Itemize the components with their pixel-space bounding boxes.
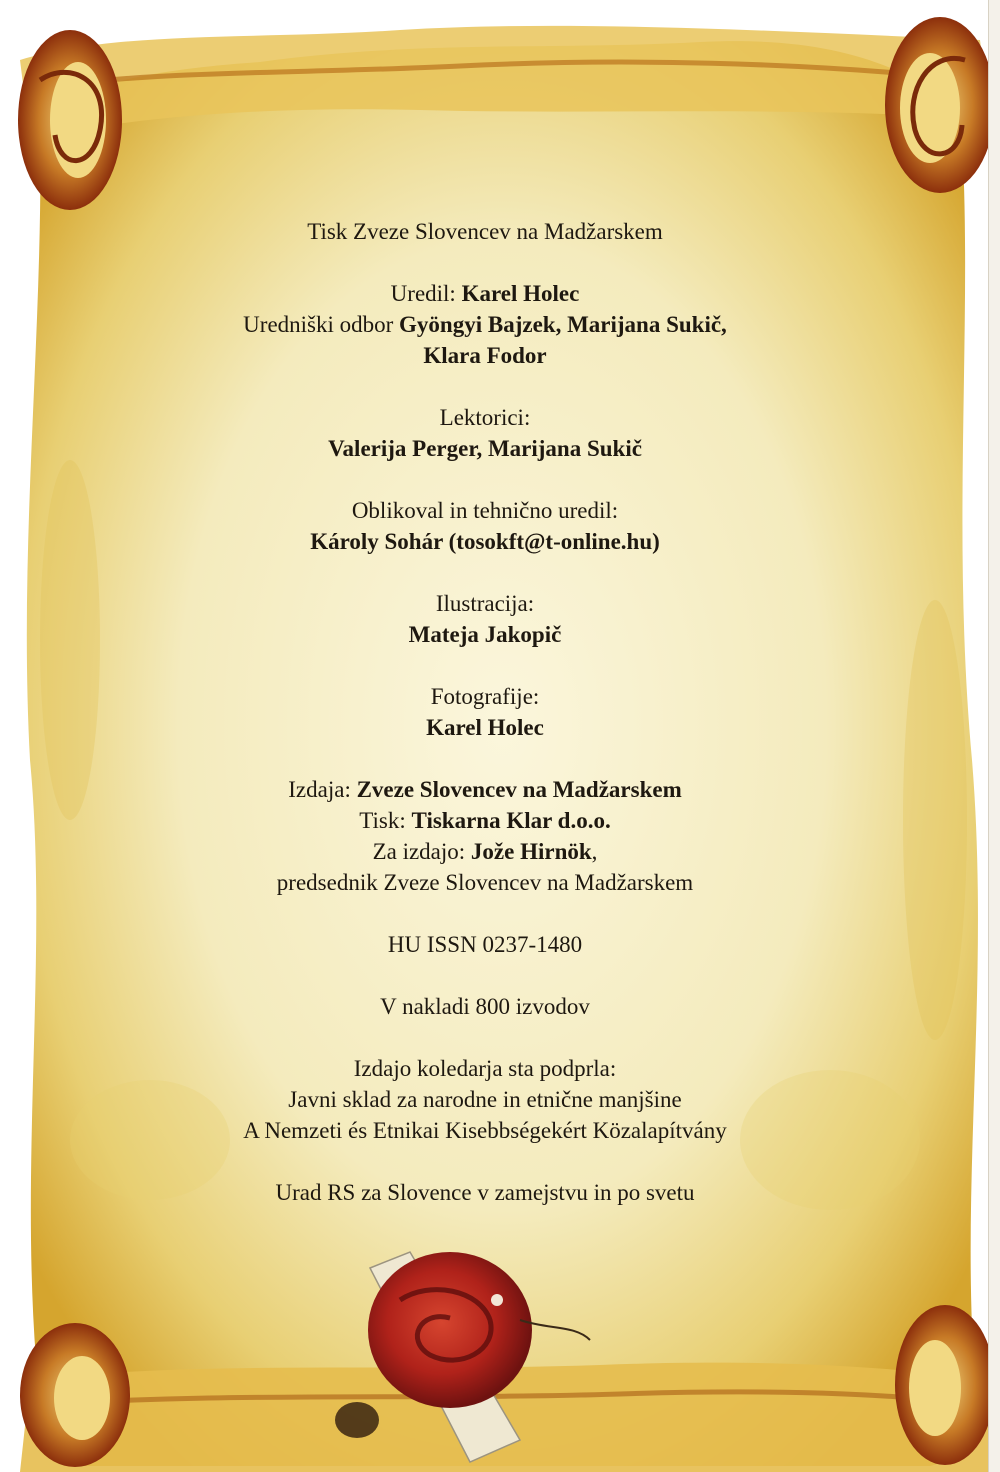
issue-block — [150, 774, 820, 898]
print-run: V nakladi 800 izvodov — [380, 994, 590, 1019]
publisher-block — [150, 216, 820, 247]
support-label: Izdajo koledarja sta podprla: — [353, 1056, 617, 1081]
for-issue-line — [150, 836, 820, 867]
board-line-2 — [150, 340, 820, 371]
proofreaders-names: Valerija Perger, Marijana Sukič — [328, 436, 642, 461]
for-issue-role: predsednik Zveze Slovencev na Madžarskem — [276, 870, 694, 895]
support-3: Urad RS za Slovence v zamejstvu in po svetu — [275, 1180, 695, 1205]
support-1: Javni sklad za narodne in etnične manjšine — [288, 1087, 682, 1112]
editor-name: Karel Holec — [461, 281, 580, 306]
print-line — [150, 805, 820, 836]
board-line — [150, 309, 820, 340]
photo-label: Fotografije: — [430, 684, 540, 709]
design-name: Károly Sohár (tosokft@t-online.hu) — [310, 529, 660, 554]
illustration-block — [150, 588, 820, 650]
print-name: Tiskarna Klar d.o.o. — [411, 808, 611, 833]
design-label: Oblikoval in tehnično uredil: — [351, 498, 619, 523]
issn-block — [150, 929, 820, 960]
editor-label: Uredil: — [390, 281, 456, 306]
editors-block — [150, 278, 820, 371]
camera-icon — [6, 2, 36, 30]
print-label: Tisk: — [359, 808, 406, 833]
for-issue-label: Za izdajo: — [372, 839, 466, 864]
photo-name: Karel Holec — [426, 715, 544, 740]
support-block — [150, 1053, 820, 1146]
publisher-line: Tisk Zveze Slovencev na Madžarskem — [307, 219, 663, 244]
editor-line — [150, 278, 820, 309]
for-issue-suffix: , — [591, 839, 598, 864]
page-edge — [988, 0, 1000, 1472]
board-label: Uredniški odbor — [243, 312, 394, 337]
proofreaders-label: Lektorici: — [439, 405, 531, 430]
board-names: Gyöngyi Bajzek, Marijana Sukič, — [399, 312, 727, 337]
photo-block — [150, 681, 820, 743]
proofreaders-block — [150, 402, 820, 464]
design-block — [150, 495, 820, 557]
support-2: A Nemzeti és Etnikai Kisebbségekért Közalapítvány — [243, 1118, 727, 1143]
issn: HU ISSN 0237-1480 — [387, 932, 583, 957]
support-block-2 — [150, 1177, 820, 1208]
print-run-block — [150, 991, 820, 1022]
watermark-text: Kamra — [40, 8, 88, 24]
illustration-name: Mateja Jakopič — [408, 622, 562, 647]
for-issue-name: Jože Hirnök — [470, 839, 592, 864]
colophon — [150, 216, 820, 1239]
issue-name: Zveze Slovencev na Madžarskem — [356, 777, 682, 802]
illustration-label: Ilustracija: — [435, 591, 535, 616]
issue-line — [150, 774, 820, 805]
watermark — [6, 2, 87, 30]
issue-label: Izdaja: — [288, 777, 351, 802]
board-names-2: Klara Fodor — [423, 343, 547, 368]
